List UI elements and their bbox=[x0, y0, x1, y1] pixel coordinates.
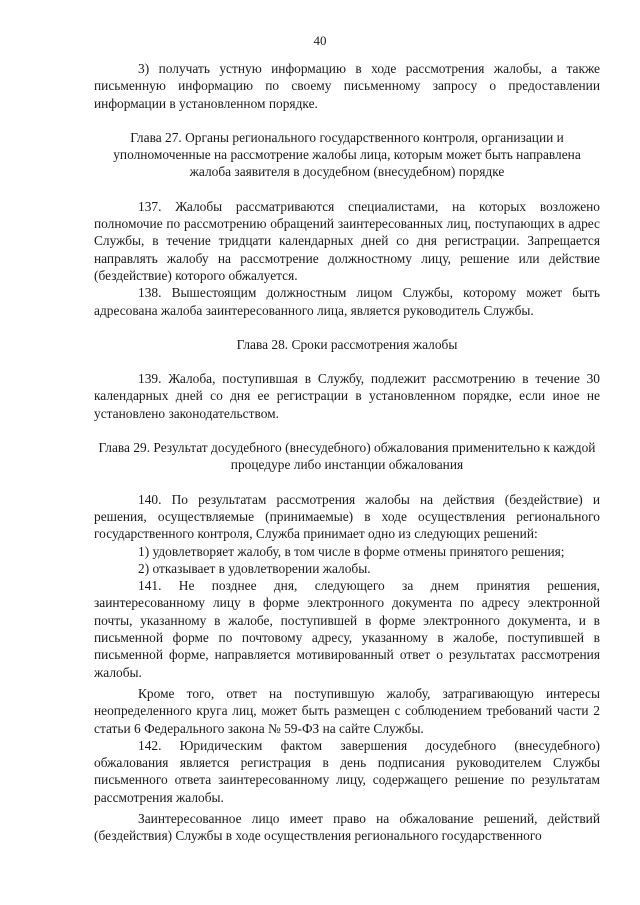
paragraph-140: 140. По результатам рассмотрения жалобы на действия (бездействие) и решения, осуществляемые (принимаемые) в ходе осуществления регионального государственного контроля, Служба принимает одно из следующих решений: bbox=[94, 491, 600, 542]
paragraph-141-continuation: Кроме того, ответ на поступившую жалобу, затрагивающую интересы неопределенного круга лиц, может быть размещен с соблюдением требований части 2 статьи 6 Федерального закона № 59-ФЗ на сайте Службы. bbox=[94, 685, 600, 736]
paragraph-140-item-1: 1) удовлетворяет жалобу, в том числе в форме отмены принятого решения; bbox=[138, 543, 565, 559]
page-number: 40 bbox=[313, 33, 327, 48]
chapter-27-heading: Глава 27. Органы регионального государственного контроля, организации и уполномоченные на рассмотрение жалобы лица, которым может быть направлена жалоба заявителя в досудебном (внесудебном) порядке bbox=[113, 129, 581, 180]
chapter-28-heading: Глава 28. Сроки рассмотрения жалобы bbox=[236, 336, 458, 352]
paragraph-137: 137. Жалобы рассматриваются специалистами, на которых возложено полномочие по рассмотрению обращений заинтересованных лиц, поступающих в адрес Службы, в течение тридцати календарных дней со дня регистрации. Запрещается направлять жалобу на рассмотрение должностному лицу, решение или действие (бездействие) которого обжалуется. bbox=[94, 198, 600, 283]
chapter-29-heading: Глава 29. Результат досудебного (внесудебного) обжалования применительно к каждой процедуре либо инстанции обжалования bbox=[98, 440, 596, 473]
paragraph-138: 138. Вышестоящим должностным лицом Службы, которому может быть адресована жалоба заинтересованного лица, является руководитель Службы. bbox=[94, 285, 600, 318]
paragraph-142: 142. Юридическим фактом завершения досудебного (внесудебного) обжалования является регистрация в день подписания руководителем Службы письменного ответа заинтересованному лицу, содержащего решение по результатам рассмотрения жалобы. bbox=[94, 737, 600, 805]
paragraph-item-3: 3) получать устную информацию в ходе рассмотрения жалобы, а также письменную информацию по своему письменному запросу о предоставлении информации в установленном порядке. bbox=[94, 61, 600, 111]
paragraph-140-item-2: 2) отказывает в удовлетворении жалобы. bbox=[138, 560, 371, 576]
document-body bbox=[94, 60, 600, 845]
paragraph-142-continuation: Заинтересованное лицо имеет право на обжалование решений, действий (бездействия) Службы в ходе осуществления регионального государственного bbox=[94, 810, 600, 844]
paragraph-141: 141. Не позднее дня, следующего за днем принятия решения, заинтересованному лицу в форме электронного документа по адресу электронной почты, указанному в жалобе, поступившей в форме электронного документа, и в письменной форме по почтовому адресу, указанному в жалобе, поступившей в письменной форме, направляется мотивированный ответ о результатах рассмотрения жалобы. bbox=[94, 578, 600, 680]
paragraph-139: 139. Жалоба, поступившая в Службу, подлежит рассмотрению в течение 30 календарных дней со дня ее регистрации в установленном порядке, если иное не установлено законодательством. bbox=[94, 371, 600, 421]
